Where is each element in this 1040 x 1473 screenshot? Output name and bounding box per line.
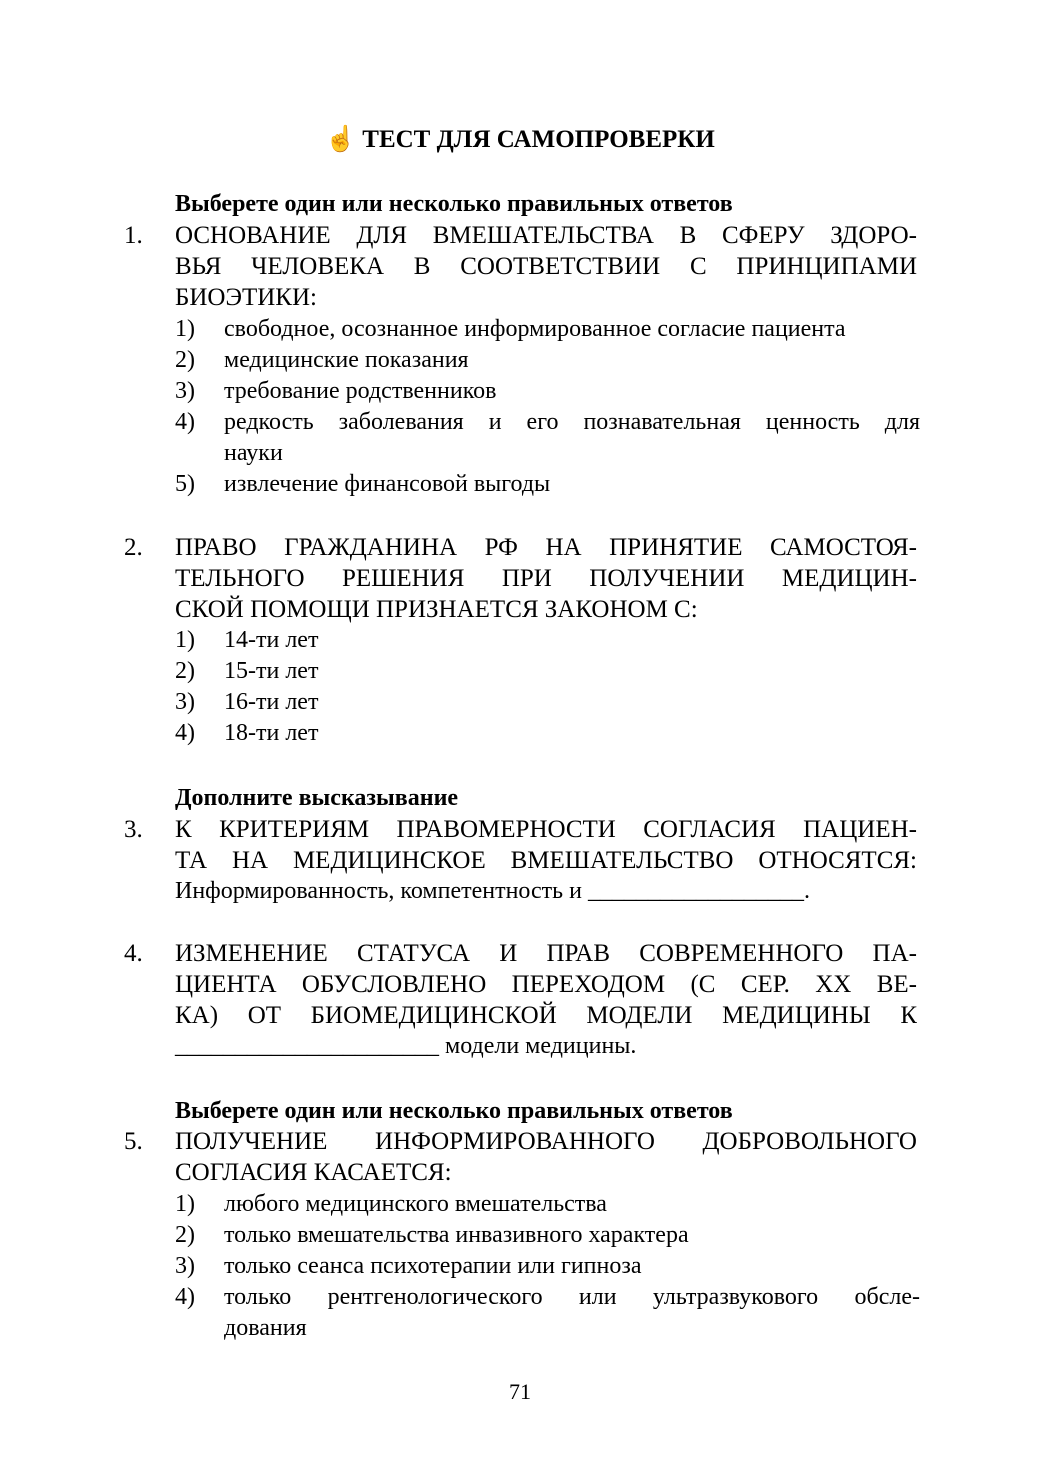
option-text: только сеанса психотерапии или гипноза: [224, 1253, 642, 1279]
option-number: 3): [175, 1253, 195, 1279]
option-text: 14-ти лет: [224, 627, 319, 653]
option-text: дования: [224, 1315, 307, 1341]
option-text: свободное, осознанное информированное согласие пациента: [224, 316, 846, 342]
question-line: ТЕЛЬНОГО РЕШЕНИЯ ПРИ ПОЛУЧЕНИИ МЕДИЦИН-: [175, 565, 917, 592]
question-line: К КРИТЕРИЯМ ПРАВОМЕРНОСТИ СОГЛАСИЯ ПАЦИЕН-: [175, 816, 917, 843]
question-number: 3.: [124, 816, 143, 843]
page-title: [0, 124, 1040, 156]
question-line: КА) ОТ БИОМЕДИЦИНСКОЙ МОДЕЛИ МЕДИЦИНЫ К: [175, 1002, 917, 1029]
option-number: 1): [175, 316, 195, 342]
option-text: науки: [224, 440, 283, 466]
question-line: БИОЭТИКИ:: [175, 284, 317, 311]
option-text: 15-ти лет: [224, 658, 319, 684]
fill-in-blank: ______________________ модели медицины.: [175, 1033, 637, 1059]
question-line: ПОЛУЧЕНИЕ ИНФОРМИРОВАННОГО ДОБРОВОЛЬНОГО: [175, 1128, 917, 1155]
question-line: ИЗМЕНЕНИЕ СТАТУСА И ПРАВ СОВРЕМЕННОГО ПА-: [175, 940, 917, 967]
fill-in-blank: Информированность, компетентность и __________________.: [175, 878, 810, 904]
answer-option: [175, 314, 920, 345]
answer-options: [175, 314, 920, 500]
section-instruction: Выберете один или несколько правильных ответов: [175, 191, 733, 217]
question-number: 5.: [124, 1128, 143, 1155]
answer-option: [175, 376, 920, 407]
question-line: ТА НА МЕДИЦИНСКОЕ ВМЕШАТЕЛЬСТВО ОТНОСЯТСЯ:: [175, 847, 917, 874]
question-line: СКОЙ ПОМОЩИ ПРИЗНАЕТСЯ ЗАКОНОМ С:: [175, 596, 698, 623]
question-line: ВЬЯ ЧЕЛОВЕКА В СООТВЕТСТВИИ С ПРИНЦИПАМИ: [175, 253, 917, 280]
answer-option: [175, 718, 920, 749]
option-number: 2): [175, 658, 195, 684]
question-number: 2.: [124, 534, 143, 561]
option-number: 4): [175, 720, 195, 746]
question-line: СОГЛАСИЯ КАСАЕТСЯ:: [175, 1159, 452, 1186]
option-text: любого медицинского вмешательства: [224, 1191, 607, 1217]
option-number: 4): [175, 1284, 195, 1310]
answer-options: [175, 625, 920, 749]
answer-option: [175, 1220, 920, 1251]
option-text: только вмешательства инвазивного характера: [224, 1222, 689, 1248]
question-text: [175, 220, 917, 313]
option-number: 5): [175, 471, 195, 497]
page-title-text: ТЕСТ ДЛЯ САМОПРОВЕРКИ: [362, 126, 715, 153]
answer-option: [175, 469, 920, 500]
pointing-hand-icon: ☝: [325, 126, 357, 153]
option-text: только рентгенологического или ультразвукового обсле-: [224, 1284, 920, 1310]
question-line: ОСНОВАНИЕ ДЛЯ ВМЕШАТЕЛЬСТВА В СФЕРУ ЗДОРО-: [175, 222, 917, 249]
option-number: 3): [175, 378, 195, 404]
question-number: 4.: [124, 940, 143, 967]
answer-options: [175, 1189, 920, 1344]
answer-option: [175, 1251, 920, 1282]
answer-option: [175, 1189, 920, 1220]
question-number: 1.: [124, 222, 143, 249]
option-number: 2): [175, 347, 195, 373]
answer-option: [175, 656, 920, 687]
option-number: 2): [175, 1222, 195, 1248]
question-line: ЦИЕНТА ОБУСЛОВЛЕНО ПЕРЕХОДОМ (С СЕР. XX ВЕ-: [175, 971, 917, 998]
question-line: ПРАВО ГРАЖДАНИНА РФ НА ПРИНЯТИЕ САМОСТОЯ-: [175, 534, 917, 561]
option-number: 1): [175, 627, 195, 653]
page-number: 71: [509, 1379, 531, 1404]
section-instruction: Выберете один или несколько правильных ответов: [175, 1098, 733, 1124]
answer-option: [175, 345, 920, 376]
answer-option: [175, 1282, 920, 1344]
answer-option: [175, 625, 920, 656]
option-text: редкость заболевания и его познавательная ценность для: [224, 409, 920, 435]
option-number: 1): [175, 1191, 195, 1217]
question-text: [175, 1126, 917, 1188]
answer-option: [175, 407, 920, 469]
option-number: 3): [175, 689, 195, 715]
question-text: [175, 938, 917, 1062]
question-text: [175, 814, 917, 907]
option-text: 16-ти лет: [224, 689, 319, 715]
option-number: 4): [175, 409, 195, 435]
question-text: [175, 532, 917, 625]
option-text: извлечение финансовой выгоды: [224, 471, 551, 497]
option-text: требование родственников: [224, 378, 497, 404]
option-text: 18-ти лет: [224, 720, 319, 746]
section-instruction: Дополните высказывание: [175, 785, 459, 811]
answer-option: [175, 687, 920, 718]
option-text: медицинские показания: [224, 347, 469, 373]
